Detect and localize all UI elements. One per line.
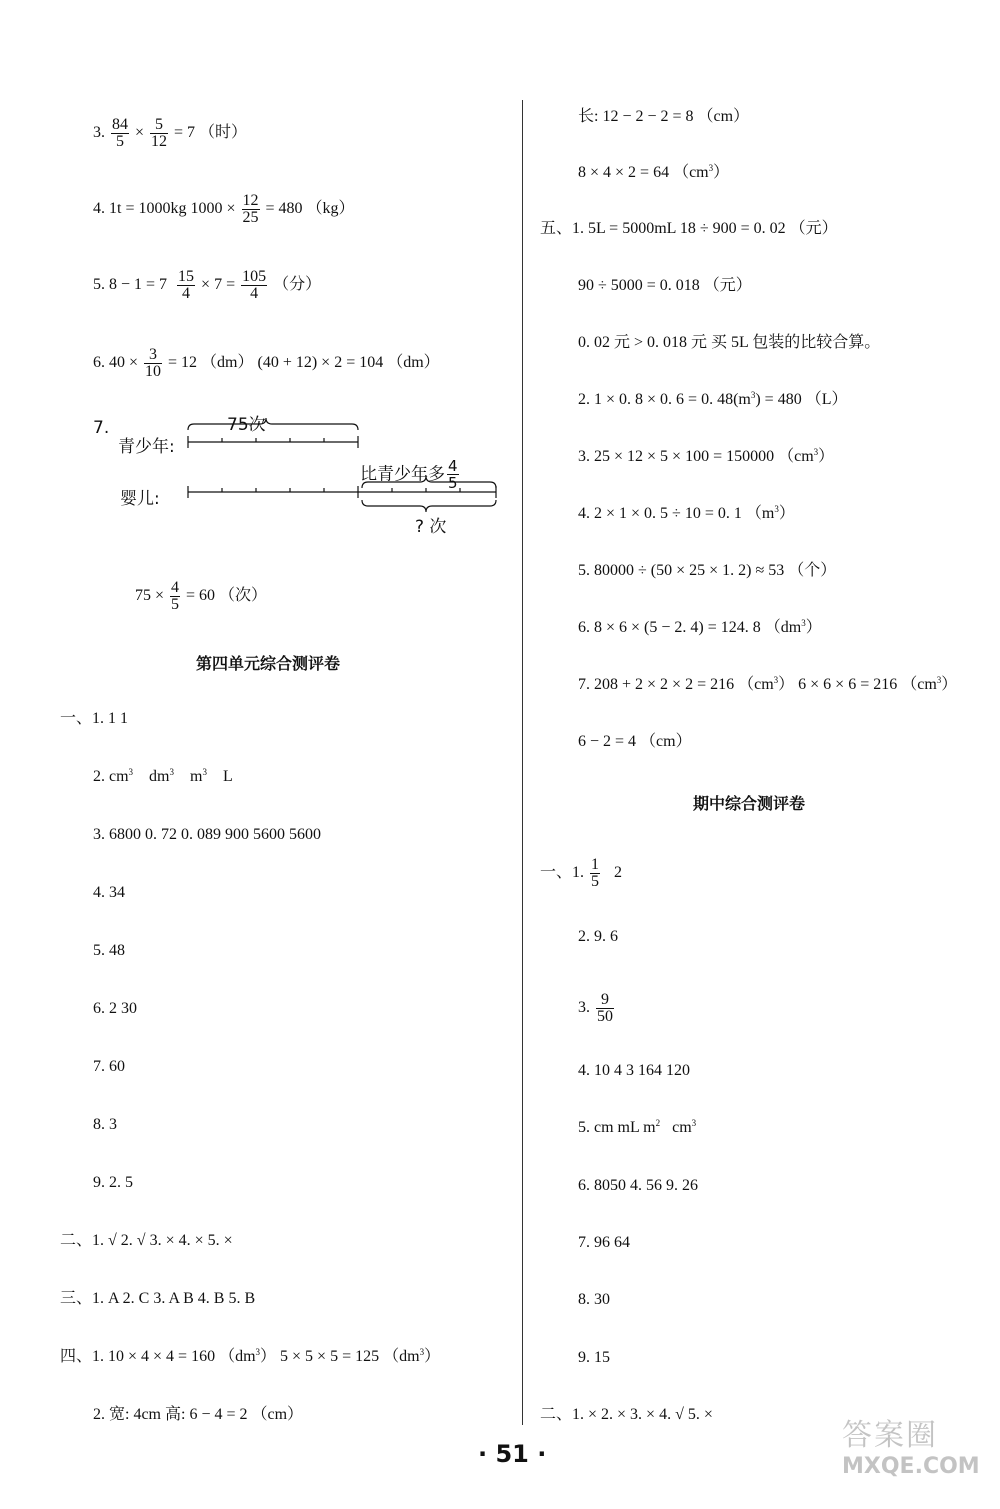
- section-title: 期中综合测评卷: [693, 794, 806, 813]
- r-five-6: 6. 8 × 6 × (5 − 2. 4) = 124. 8 $(dm^3)$: [578, 618, 822, 636]
- top-count-label: 75次: [227, 415, 266, 435]
- answer-l6: [93, 347, 440, 380]
- column-divider: [522, 100, 523, 1425]
- s1-item8: 8. 3: [93, 1116, 117, 1133]
- fraction: $\frac{12}{25}$: [242, 192, 259, 226]
- r-five-4: 4. 2 × 1 × 0. 5 ÷ 10 = 0. 1 $(m^3)$: [578, 504, 795, 522]
- baby-label: 婴儿:: [120, 489, 160, 509]
- answer-l7: [135, 580, 267, 613]
- fraction: $\frac{1}{5}$: [591, 856, 600, 890]
- result-text: = 60 （次）: [186, 587, 268, 605]
- item-number: 3.: [93, 124, 105, 142]
- s4-line: 四、1. 10 × 4 × 4 = 160 $(dm^3) 5 \times 5 \times 5 = 125$ $(dm^3)$: [60, 1347, 441, 1365]
- result-text: = 7 （时）: [174, 124, 248, 142]
- r-length: 长: 12 − 2 − 2 = 8 （cm）: [578, 108, 750, 125]
- section-title: 第四单元综合测评卷: [196, 654, 341, 673]
- s3-line: 三、1. A 2. C 3. A B 4. B 5. B: [60, 1290, 256, 1307]
- prefix-text: 6. 40 ×: [93, 354, 139, 372]
- fraction: $\frac{84}{5}$: [112, 116, 128, 150]
- s1-item9: 9. 2. 5: [93, 1174, 133, 1191]
- prefix-text: 4. 1t = 1000kg 1000 ×: [93, 200, 236, 218]
- m-item3: 3. $\frac{9}{50}$: [578, 991, 613, 1025]
- r-five-3: 3. 25 × 12 × 5 × 100 = 150000 $(cm^3)$: [578, 447, 835, 465]
- fraction: $\frac{5}{12}$: [151, 116, 168, 150]
- page-number: · 51 ·: [478, 1440, 547, 1468]
- fraction: $\frac{105}{4}$: [242, 268, 267, 302]
- fraction: $\frac{15}{4}$: [178, 268, 195, 302]
- m-item8: 8. 30: [578, 1291, 610, 1308]
- teen-label: 青少年:: [118, 437, 175, 457]
- s1-item5: 5. 48: [93, 942, 125, 959]
- result-text: （分）: [273, 276, 322, 294]
- more-than-label: 比青少年多 $\frac{4}{5}$: [360, 457, 458, 492]
- mid-text: × 7 =: [201, 276, 236, 294]
- r-five-1c: 0. 02 元 > 0. 018 元 买 5L 包装的比较合算。: [578, 334, 881, 351]
- m-item6: 6. 8050 4. 56 9. 26: [578, 1177, 698, 1194]
- r-five-2: 2. 1 × 0. 8 × 0. 6 = 0. $48(m^3) = 480$ （L）: [578, 390, 848, 408]
- prefix-text: 75 ×: [135, 587, 165, 605]
- r-five-1: 五、1. 5L = 5000mL 18 ÷ 900 = 0. 02 （元）: [540, 220, 838, 237]
- r-five-7b: 6 − 2 = 4 （cm）: [578, 733, 692, 750]
- result-text: = 12 （dm） (40 + 12) × 2 = 104 （dm）: [168, 354, 440, 372]
- r-volume: 8 × 4 × 2 = 64 $(cm^3)$: [578, 163, 730, 181]
- unknown-count-label: ? 次: [415, 517, 447, 537]
- m-item4: 4. 10 4 3 164 120: [578, 1062, 690, 1079]
- result-text: = 480 （kg）: [265, 200, 355, 218]
- s1-item4: 4. 34: [93, 884, 125, 901]
- m-item9: 9. 15: [578, 1349, 610, 1366]
- m-item2: 2. 9. 6: [578, 928, 618, 945]
- answer-l4: [93, 193, 355, 226]
- answer-l3: 3. $\frac{84}{5}$ × $\frac{5}{12}$ = 7 （时）: [93, 116, 248, 150]
- s2-line: 二、1. √ 2. √ 3. × 4. × 5. ×: [60, 1232, 233, 1249]
- item-number: 7.: [93, 418, 110, 438]
- answer-l5: [93, 269, 321, 302]
- s4-item2: 2. 宽: 4cm 高: 6 − 4 = 2 （cm）: [93, 1406, 304, 1423]
- m-section2: 二、1. × 2. × 3. × 4. √ 5. ×: [540, 1406, 713, 1423]
- m-item7: 7. 96 64: [578, 1234, 630, 1251]
- s1-item3: 3. 6800 0. 72 0. 089 900 5600 5600: [93, 826, 321, 843]
- prefix-text: 5. 8 − 1 = 7: [93, 276, 168, 294]
- fraction: $\frac{9}{50}$: [597, 991, 613, 1025]
- r-five-1b: 90 ÷ 5000 = 0. 018 （元）: [578, 277, 752, 294]
- segment-lines: [90, 400, 510, 540]
- m-item1: 一、1. $\frac{1}{5}$ 2: [540, 856, 623, 890]
- fraction: $\frac{3}{10}$: [145, 346, 162, 380]
- watermark-logo: 答案圈 MXQE.COM: [842, 1418, 980, 1479]
- s1-item2: 2. $cm^3$ $dm^3$ $m^3$ L: [93, 767, 233, 785]
- r-five-5: 5. 80000 ÷ (50 × 25 × 1. 2) ≈ 53 （个）: [578, 562, 837, 579]
- fraction: $\frac{4}{5}$: [171, 579, 180, 613]
- r-five-7: 7. 208 + 2 × 2 × 2 = 216 $(cm^3) 6 \times 6 \times 6 = 216$ $(cm^3)$: [578, 675, 958, 693]
- s1-head: 一、1. 1 1: [60, 710, 129, 727]
- segment-diagram: [90, 400, 510, 540]
- s1-item7: 7. 60: [93, 1058, 125, 1075]
- m-item5: 5. cm mL $m^2$ $cm^3$: [578, 1118, 697, 1136]
- s1-item6: 6. 2 30: [93, 1000, 137, 1017]
